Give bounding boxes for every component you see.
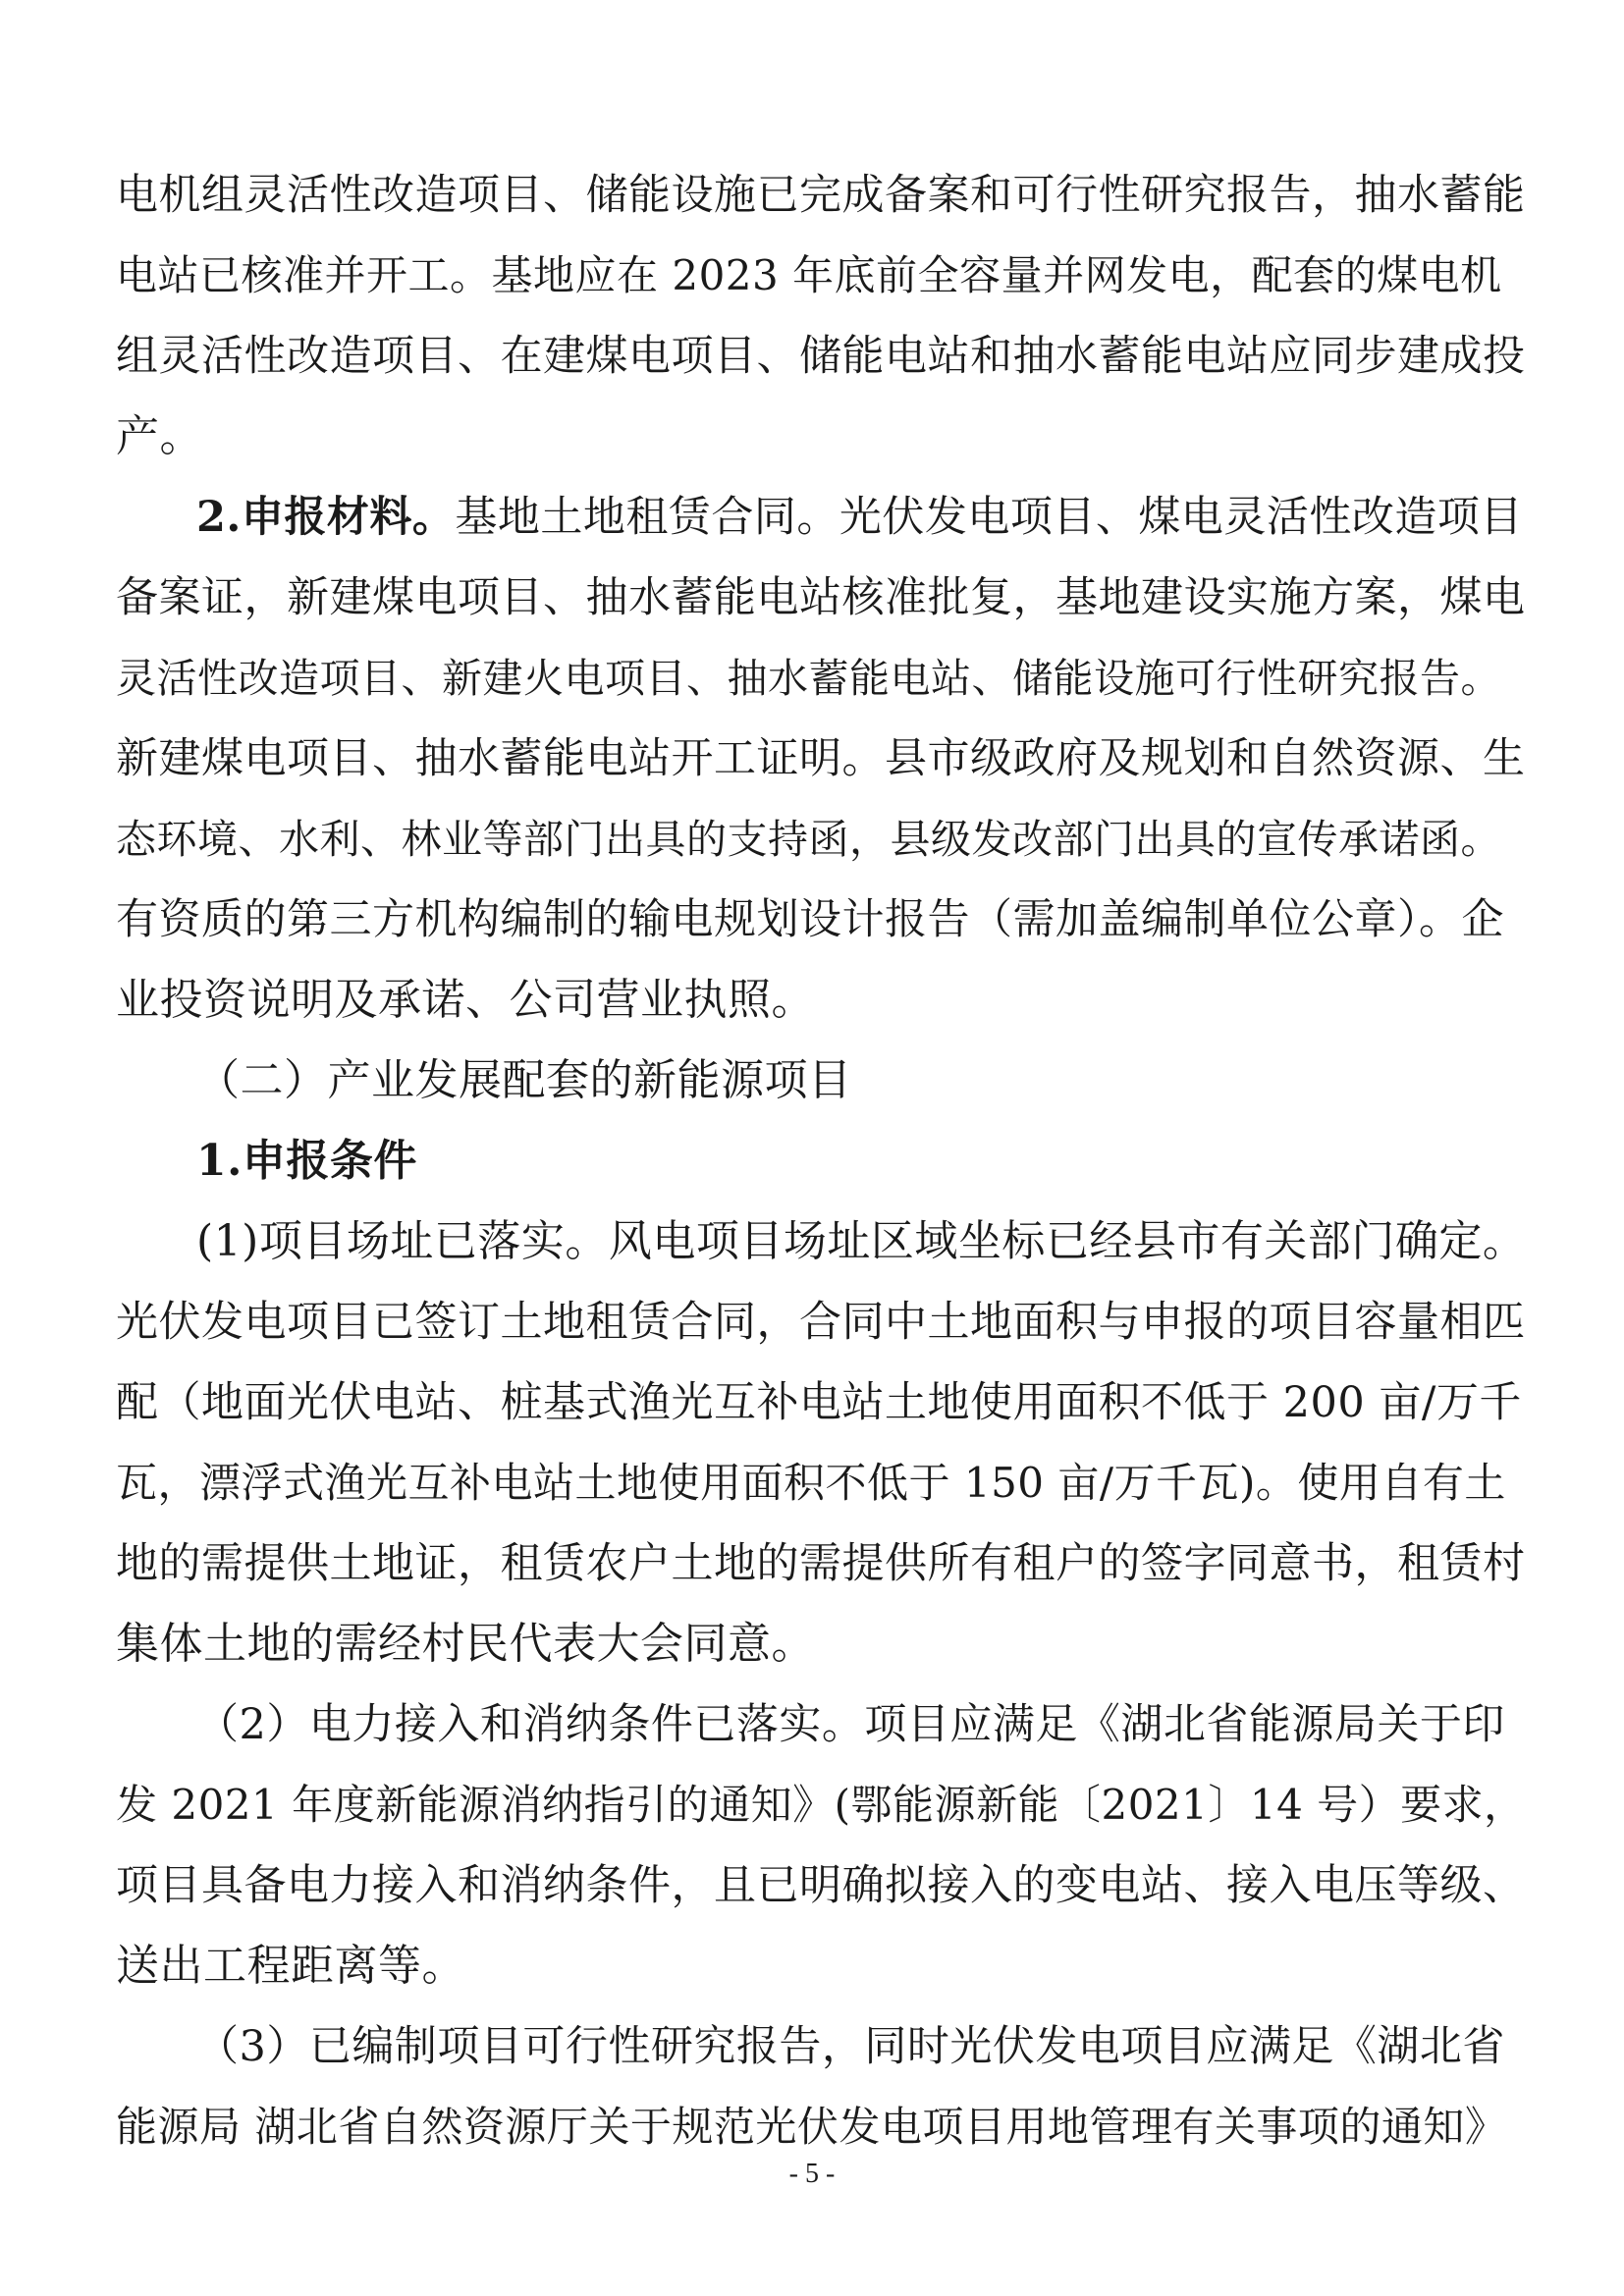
text-line: 电机组灵活性改造项目、储能设施已完成备案和可行性研究报告，抽水蓄能 (116, 171, 1526, 220)
text-line: 配（地面光伏电站、桩基式渔光互补电站土地使用面积不低于 200 亩/万千 (116, 1378, 1522, 1427)
text-line: 产。 (116, 411, 203, 461)
text-line: 业投资说明及承诺、公司营业执照。 (116, 975, 815, 1025)
text-line: 新建煤电项目、抽水蓄能电站开工证明。县市级政府及规划和自然资源、生 (116, 734, 1526, 783)
text-line: 灵活性改造项目、新建火电项目、抽水蓄能电站、储能设施可行性研究报告。 (116, 655, 1501, 702)
text-line: 项目具备电力接入和消纳条件，且已明确拟接入的变电站、接入电压等级、 (116, 1861, 1526, 1910)
section-heading: 2.申报材料。 (196, 493, 456, 542)
section-heading-line (196, 478, 1530, 557)
text-line: 送出工程距离等。 (116, 1941, 465, 1991)
subsection-heading: （二）产业发展配套的新能源项目 (196, 1055, 852, 1105)
text-line: 地的需提供土地证，租赁农户土地的需提供所有租户的签字同意书，租赁村 (116, 1539, 1526, 1588)
text-line: 有资质的第三方机构编制的输电规划设计报告（需加盖编制单位公章）。企 (116, 895, 1504, 944)
text-line: 瓦，漂浮式渔光互补电站土地使用面积不低于 150 亩/万千瓦)。使用自有土 (116, 1459, 1506, 1507)
section-heading: 1.申报条件 (196, 1136, 417, 1186)
text-line: （2）电力接入和消纳条件已落实。项目应满足《湖北省能源局关于印 (196, 1700, 1505, 1749)
text-line: （3）已编制项目可行性研究报告，同时光伏发电项目应满足《湖北省 (196, 2022, 1505, 2071)
text-line: (1)项目场址已落实。风电项目场址区域坐标已经县市有关部门确定。 (196, 1216, 1527, 1266)
text-line: 能源局 湖北省自然资源厅关于规范光伏发电项目用地管理有关事项的通知》 (116, 2103, 1507, 2151)
text-line: 电站已核准并开工。基地应在 2023 年底前全容量并网发电，配套的煤电机 (116, 251, 1502, 299)
text-line: 集体土地的需经村民代表大会同意。 (116, 1619, 815, 1669)
text-line: 光伏发电项目已签订土地租赁合同，合同中土地面积与申报的项目容量相匹 (116, 1298, 1526, 1347)
text-line: 组灵活性改造项目、在建煤电项目、储能电站和抽水蓄能电站应同步建成投 (116, 332, 1526, 381)
page-number: - 5 - (788, 2159, 836, 2189)
text-run: 基地土地租赁合同。光伏发电项目、煤电灵活性改造项目 (455, 493, 1523, 542)
text-line: 备案证，新建煤电项目、抽水蓄能电站核准批复，基地建设实施方案，煤电 (116, 573, 1526, 622)
text-line: 发 2021 年度新能源消纳指引的通知》(鄂能源新能〔2021〕14 号）要求， (116, 1781, 1526, 1829)
text-line: 态环境、水利、林业等部门出具的支持函，县级发改部门出具的宣传承诺函。 (116, 816, 1501, 863)
